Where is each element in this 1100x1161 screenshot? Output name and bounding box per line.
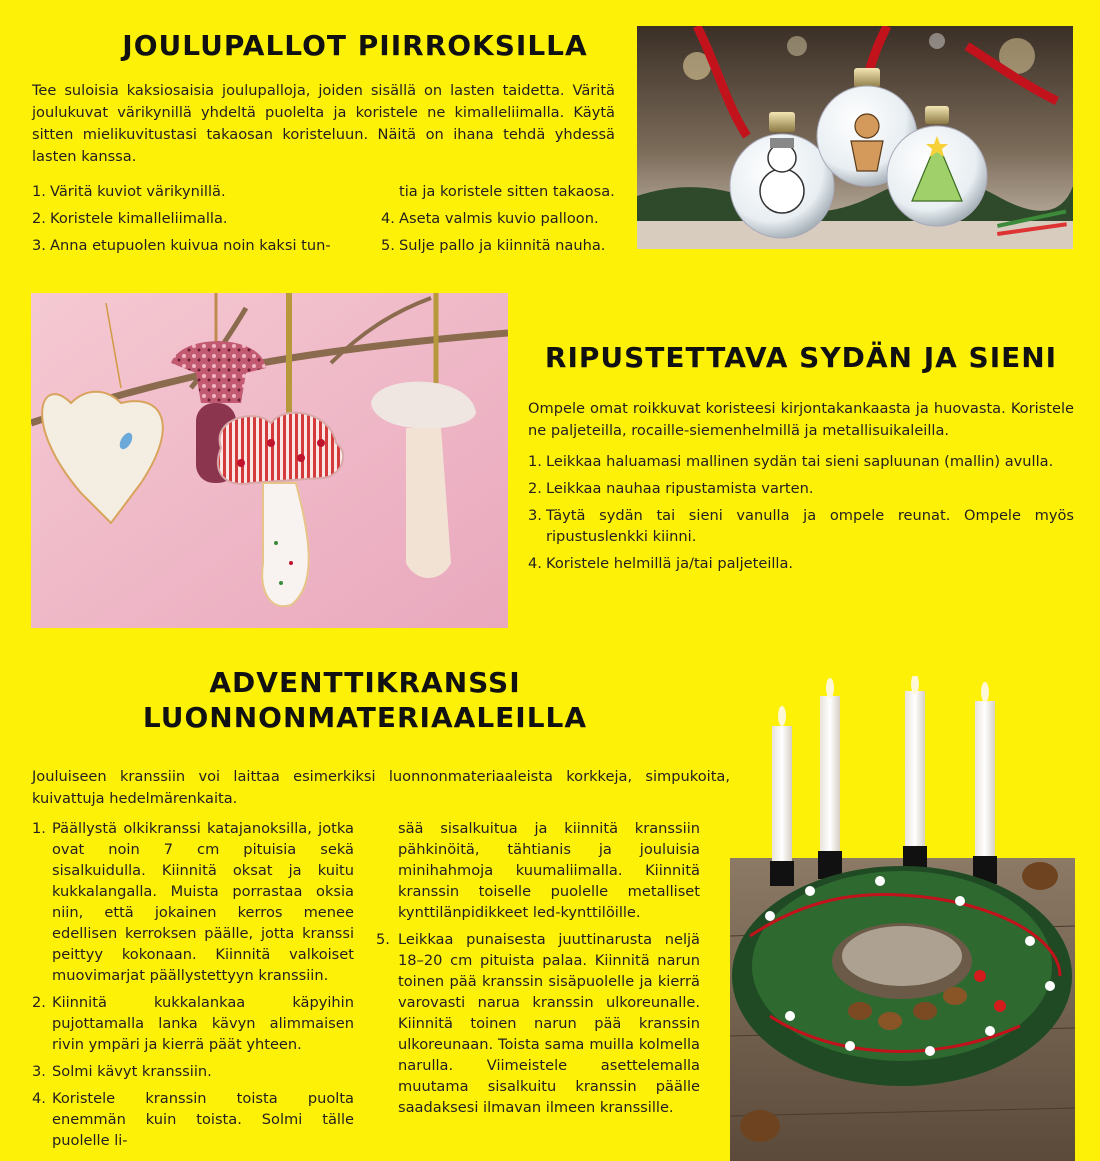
list-item: 3. Täytä sydän tai sieni vanulla ja ompele reunat. Ompele myös ripustuslenkki kiinni. (528, 507, 1074, 545)
advent-wreath-photo (730, 676, 1075, 1161)
list-item: 4. Aseta valmis kuvio palloon. (381, 210, 599, 227)
list-item: tia ja koristele sitten takaosa. (399, 183, 615, 200)
list-item: 2. Kiinnitä kukkalankaa käpyihin pujottamalla lanka kävyn alimmaisen rivin ympäri ja kierrä päät yhteen. (32, 994, 354, 1053)
list-item: 4. Koristele kranssin toista puolta enemmän kuin toista. Solmi tälle puolelle li- (32, 1090, 354, 1149)
section3-intro: Jouluiseen kranssiin voi laittaa esimerkiksi luonnonmateriaaleista korkkeja, simpukoita, kuivattuja hedelmärenkaita. (32, 768, 730, 807)
section1-steps-left (32, 181, 362, 256)
list-item: 1. Päällystä olkikranssi katajanoksilla, jotka ovat noin 7 cm pituisia sekä sisalkuidulla. Kiinnitä oksat ja kuitu kukkalangalla. Muista porrastaa oksia niin, että jokainen kerros menee edellisen kerroksen päälle, jotta kranssi peittyy kokonaan. Kiinnitä valkoiset muovimarjat päällystettyyn kranssiin. (32, 820, 354, 984)
section1-intro: Tee suloisia kaksiosaisia joulupalloja, joiden sisällä on lasten taidetta. Väritä joulukuvat värikynillä yhdeltä puolelta ja koristele ne kimalleliimalla. Käytä sitten mielikuvitustasi takaosan koristeluun. Näitä on ihana tehdä yhdessä lasten kanssa. (32, 82, 615, 165)
ornaments-photo (637, 26, 1073, 249)
list-item: 2. Koristele kimalleliimalla. (32, 210, 228, 227)
list-item: sää sisalkuitua ja kiinnitä kranssiin pähkinöitä, tähtianis ja jouluisia minihahmoja kuumaliimalla. Kiinnitä kranssin toiselle puolelle metalliset kynttilänpidikkeet led-kynttilöille. (398, 820, 700, 921)
section3-title-line2: LUONNONMATERIAALEILLA (142, 701, 588, 734)
list-item: 1. Väritä kuviot värikynillä. (32, 183, 226, 200)
list-item: 3. Anna etupuolen kuivua noin kaksi tun- (32, 237, 331, 254)
list-item: 4. Koristele helmillä ja/tai paljeteilla. (528, 555, 794, 572)
list-item: 1. Leikkaa haluamasi mallinen sydän tai sieni sapluunan (mallin) avulla. (528, 453, 1054, 470)
section3-title-line1: ADVENTTIKRANSSI (209, 666, 521, 699)
section3-title (130, 665, 600, 735)
list-item: 2. Leikkaa nauhaa ripustamista varten. (528, 480, 814, 497)
list-item: 5. Sulje pallo ja kiinnitä nauha. (381, 237, 606, 254)
list-item: 3. Solmi kävyt kranssiin. (32, 1063, 212, 1080)
section3-steps-left (32, 818, 354, 1151)
heart-mushroom-photo (31, 293, 508, 628)
section1-steps-right (381, 181, 621, 256)
section2-steps (528, 451, 1074, 574)
section3-steps-right (376, 818, 700, 1118)
list-item: 5. Leikkaa punaisesta juuttinarusta neljä 18–20 cm pituista palaa. Kiinnitä narun toinen pää kranssin sisäpuolelle ja kierrä varovasti narua kranssin ulkoreunalle. Kiinnitä toinen narun pää kranssin ulkoreunaan. Toista sama muilla kolmella narulla. Viimeistele asettelemalla muutama sisalkuitu kranssin päälle saadaksesi ilmavan ilmeen kranssille. (376, 931, 700, 1116)
section2-title: RIPUSTETTAVA SYDÄN JA SIENI (544, 341, 1058, 374)
section2-intro: Ompele omat roikkuvat koristeesi kirjontakankaasta ja huovasta. Koristele ne paljeteilla, rocaille-siemenhelmillä ja metallisuikaleilla. (528, 400, 1074, 439)
section1-title: JOULUPALLOT PIIRROKSILLA (122, 29, 588, 62)
